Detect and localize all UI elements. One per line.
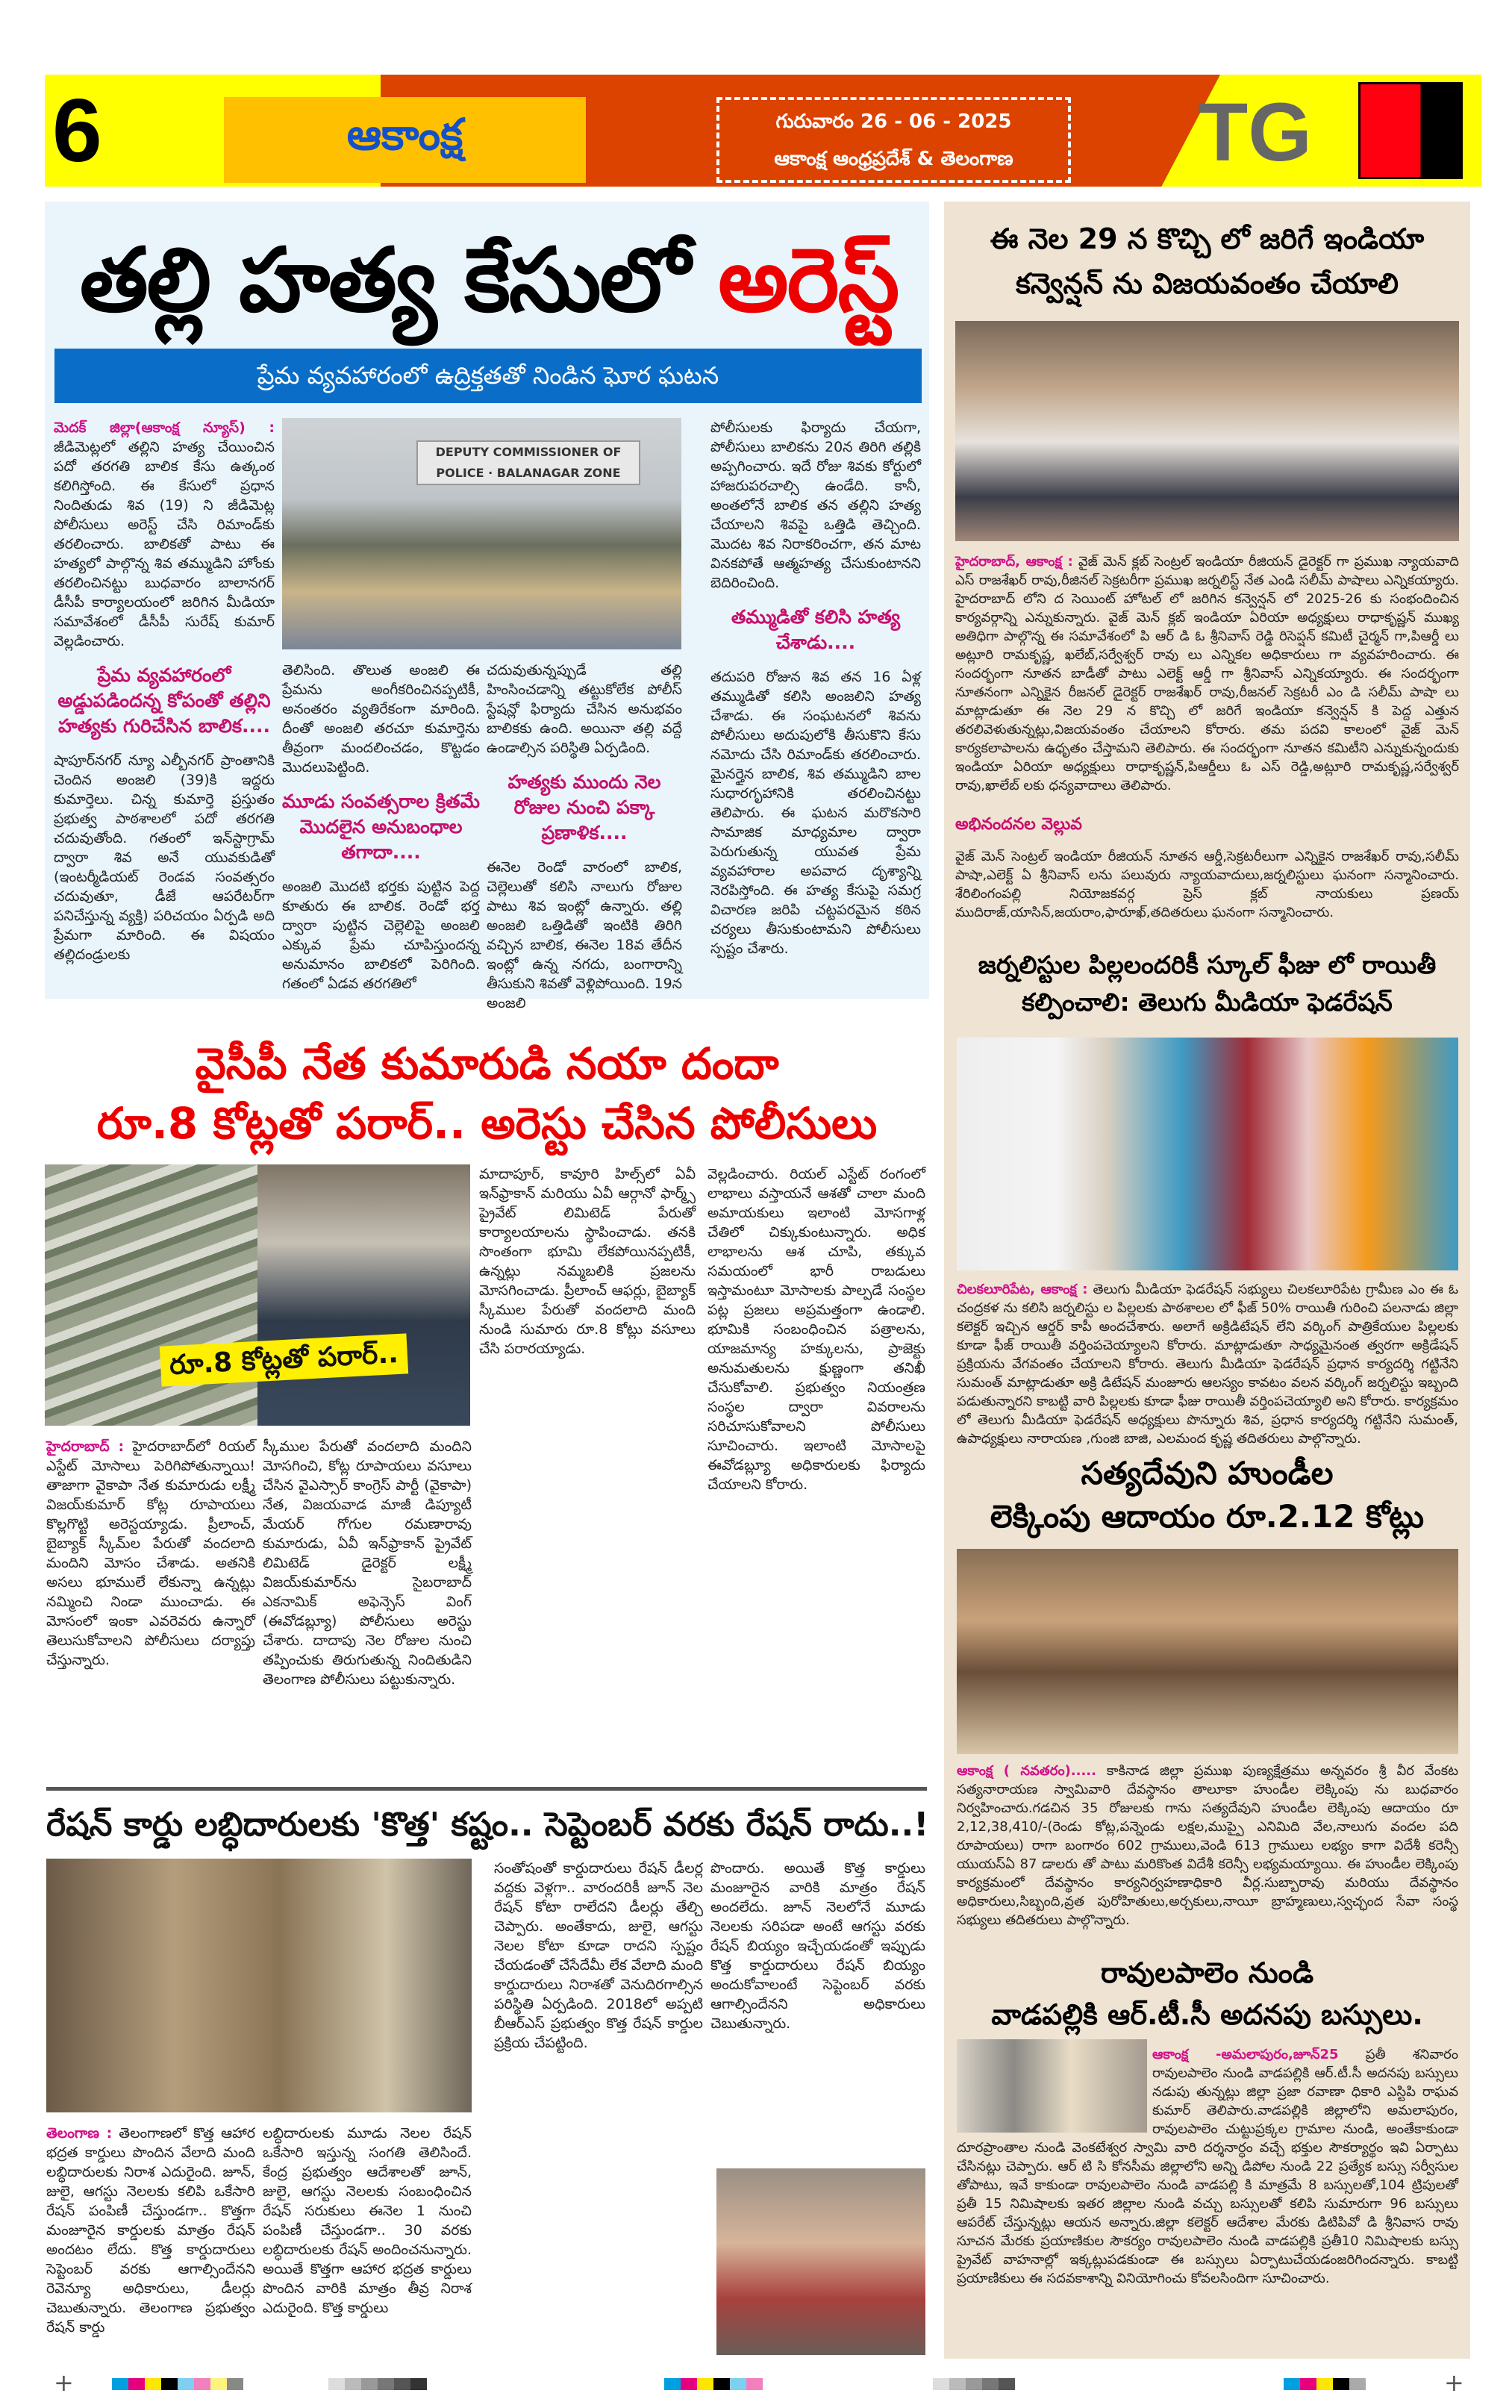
color-bar [1284, 2378, 1366, 2390]
right4-body [957, 2045, 1458, 2351]
headline-line: వాడపల్లికి ఆర్.టీ.సీ అదనపు బస్సులు. [991, 1998, 1423, 2031]
paragraph: ఈనెల రెండో వారంలో బాలిక, చెల్లెలుతో కలిసి నాలుగు రోజుల పాటు శివ ఇంట్లో ఉన్నారు. తల్లి అంజలి ఒత్తిడితో ఇంటికి తిరిగి వచ్చిన బాలిక, ఈనెల 18వ తేదీన ఇంట్లో ఉన్న నగదు, బంగారాన్ని తీసుకుని శివతో వెళ్లిపోయింది. 19న అంజలి [487, 859, 682, 1011]
paragraph: లబ్ధిదారులకు మూడు నెలల రేషన్ ఒకేసారి ఇస్తున్న సంగతి తెలిసిందే. కేంద్ర ప్రభుత్వం ఆదేశాలతో జూన్, జులై, ఆగస్టు నెలలకు సంబంధించిన రేషన్ సరుకులు ఈనెల 1 నుంచి పంపిణీ చేస్తుండగా.. 30 వరకు లబ్ధిదారులకు రేషన్ అందించనున్నారు. అయితే కొత్తగా ఆహార భద్రత కార్డులు పొందిన వారికి మాత్రం తీవ్ర నిరాశ ఎదురైంది. కొత్త కార్డులు [263, 2125, 472, 2316]
paragraph: తెలుగు మీడియా ఫెడరేషన్ సభ్యులు చిలకలూరిపేట గ్రామీణ ఎం ఈ ఓ చంద్రకళ ను కలిసి జర్నలిస్టు ల పిల్లలకు పాఠశాలల లో ఫీజ్ 50% రాయితీ గురించి పలనాడు జిల్లా కలెక్టర్ ఇచ్చిన ఆర్డర్ కాపీ అందచేశారు. అలాగే అక్రిడిటేషన్ లేని వర్కింగ్ పాత్రికేయుల పిల్లలకు కూడా ఫీజ్ రాయితీ వర్తింపచెయ్యాలని కోరారు. మాట్లాడుతూ సాధ్యమైనంత త్వరగా అక్రిడేషన్ ప్రక్రియను వేగవంతం చేయాలని కోరారు. తెలుగు మీడియా ఫెడరేషన్ ప్రధాన కార్యదర్శి గట్టినేని సుమంత్ మాట్లాడుతూ అక్రి డిటేషన్ మంజూరు ఆలస్యం కావటం వలన వర్కింగ్ జర్నలిస్టు ఇబ్బంది పడుతున్నారని కాబట్టి వారి పిల్లలకు కూడా ఫీజు రాయితీ వర్తింపచెయ్యాలి అని కోరారు. కార్యక్రమం లో తెలుగు మీడియా ఫెడరేషన్ అధ్యక్షులు పొన్నూరు శివ, ప్రధాన కార్యదర్శి గట్టినేని సుమంత్, ఉపాధ్యక్షులు నారాయణ ,గుంజి బాజి, ఎలమంద కృష్ణ తదితరులు పాల్గొన్నారు. [957, 1282, 1458, 1447]
headline-line: లెక్కింపు ఆదాయం రూ.2.12 కోట్లు [990, 1498, 1425, 1535]
story1-column-4 [710, 418, 921, 993]
gray-bar [328, 2378, 427, 2390]
headline-line: వైసీపీ నేత కుమారుడి నయా దందా [195, 1038, 779, 1089]
paragraph: కాకినాడ జిల్లా ప్రముఖ పుణ్యక్షేత్రము అన్నవరం శ్రీ వీర వేంకట సత్యనారాయణ స్వామివారి దేవస్థానం తాలూకా హుండీల లెక్కింపు ను బుధవారం నిర్వహించారు.గడచిన 35 రోజులకు గాను సత్యదేవుని హుండీల లెక్కింపు ఆదాయం రూ 2,12,38,410/-(రెండు కోట్ల,పన్నెండు లక్షల,ముప్పై ఎనిమిది వేల,నాలుగు వందల పది రూపాయలు) రాగా బంగారం 602 గ్రాములు,వెండి 613 గ్రాములు లభ్యం కాగా విదేశీ కరెన్సీ యుయస్ఏ 87 డాలరు తో పాటు మరికొంత విదేశీ కరెన్సీ లభ్యమయ్యాయి. ఈ హుండీల లెక్కింపు కార్యక్రమంలో దేవస్థానం కార్యనిర్వహణాధికారి వీర్ల.సుబ్బారావు మరియు దేవస్థానం అధికారులు,సిబ్బంది,వ్రత పురోహితులు,అర్చకులు,నాయీ బ్రాహ్మణులు,స్వచ్ఛంద సేవా సంస్థ సభ్యులు తదితరులు పాల్గొన్నారు. [957, 1763, 1458, 1928]
dateline: హైదరాబాద్ : [46, 1438, 125, 1455]
convention-group-photo [955, 321, 1459, 541]
color-bar [112, 2378, 243, 2390]
headline-black: తల్లి హత్య కేసులో [79, 228, 719, 331]
paragraph: తెలంగాణలో కొత్త ఆహార భద్రత కార్డులు పొందిన వేలాది మంది లబ్ధిదారులకు నిరాశ ఎదురైంది. జూన్, జులై, ఆగస్టు నెలలకు కలిపి ఒకేసారి రేషన్ పంపిణీ చేస్తుండగా.. కొత్తగా మంజూరైన కార్డులకు మాత్రం రేషన్ అందటం లేదు. కొత్త కార్డుదారులు సెప్టెంబర్ వరకు ఆగాల్సిందేనని రెవెన్యూ అధికారులు, డీలర్లు చెబుతున్నారు. తెలంగాణ ప్రభుత్వం రేషన్ కార్డు [46, 2125, 256, 2336]
story2-column-1 [46, 1437, 255, 1777]
dateline: మెదక్ జిల్లా(ఆకాంక్ష న్యూస్) : [54, 419, 275, 436]
story3-column-2 [263, 2124, 472, 2355]
right4-headline [952, 1952, 1463, 2036]
main-subtitle: ప్రేమ వ్యవహారంలో ఉద్రిక్తతతో నిండిన ఘోర ఘటన [54, 349, 922, 403]
paragraph: చదువుతున్నప్పుడే తల్లి హింసించడాన్ని తట్టుకోలేక పోలీస్ స్టేషన్లో ఫిర్యాదు చేసిన అనుభవం బాలికకు ఉంది. అయినా తల్లి వద్దే ఉండాల్సిన పరిస్థితి ఏర్పడింది. [487, 662, 682, 756]
story1-column-3 [487, 661, 682, 1011]
right1-headline: ఈ నెల 29 న కొచ్చి లో జరిగే ఇండియా కన్వెన్షన్ ను విజయవంతం చేయాలి [990, 222, 1425, 300]
headline-red: అరెస్ట్ [718, 228, 899, 331]
subheading: అభినందనల వెల్లువ [955, 815, 1082, 834]
paragraph: మాదాపూర్, కావూరి హిల్స్‌లో ఏవీ ఇన్‌ఫ్రాకాన్ మరియు ఏవీ ఆర్గానో ఫార్మ్స్ ప్రైవేట్ లిమిటెడ్ పేరుతో కార్యాలయాలను స్థాపించాడు. తనకి సొంతంగా భూమి లేకపోయినప్పటికీ, ఉన్నట్లు నమ్మబలికి ప్రజలను మోసగించాడు. ప్రీలాంచ్ ఆఫర్లు, బైబ్యాక్ స్కీముల పేరుతో వందలాది మంది నుండి సుమారు రూ.8 కోట్లు వసూలు చేసి పరారయ్యాడు. [479, 1166, 696, 1357]
media-federation-photo [957, 1038, 1458, 1270]
dateline: తెలంగాణ : [46, 2125, 113, 2142]
paragraph: స్కీముల పేరుతో వందలాది మందిని మోసగించి, కోట్ల రూపాయలు వసూలు చేసిన వైఎస్సార్ కాంగ్రెస్ పార్టీ (వైకాపా) నేత, విజయవాడ మాజీ డిప్యూటీ మేయర్ గోగుల రమణారావు కుమారుడు, ఏవీ ఇన్‌ఫ్రాకాన్ ప్రైవేట్ లిమిటెడ్ డైరెక్టర్ లక్ష్మీ విజయ్‌కుమార్‌ను సైబరాబాద్ ఎకనామిక్ అఫెన్సెస్ వింగ్ (ఈవోడబ్ల్యూ) పోలీసులు అరెస్టు చేశారు. దాదాపు నెల రోజుల నుంచి తప్పించుకు తిరుగుతున్న నిందితుడిని తెలంగాణ పోలీసులు పట్టుకున్నారు. [263, 1438, 472, 1688]
story3-headline: రేషన్ కార్డు లబ్ధిదారులకు 'కొత్త' కష్టం.. సెప్టెంబర్ వరకు రేషన్ రాదు..! [46, 1806, 929, 1844]
color-flag [1358, 82, 1463, 179]
gray-bar [933, 2378, 1015, 2390]
subheading: ప్రేమ వ్యవహారంలో అడ్డుపడిందన్న కోపంతో తల్లిని హత్యకు గురిచేసిన బాలిక.... [57, 664, 271, 737]
ration-queue-photo [716, 2168, 925, 2355]
color-bar [664, 2378, 763, 2390]
story2-headline [45, 1034, 929, 1153]
right1-body [955, 552, 1459, 791]
paragraph: అంజలి మొదటి భర్తకు పుట్టిన పెద్ద కూతురు ఈ బాలిక. రెండో భర్త ద్వారా పుట్టిన చెల్లెలిపై అంజలి ఎక్కువ ప్రేమ చూపిస్తుందన్న అనుమానం బాలికలో పెరిగింది. గతంలో ఏడవ తరగతిలో [282, 879, 480, 992]
story1-column-1 [54, 418, 275, 993]
issue-date: గురువారం 26 - 06 - 2025 [775, 110, 1012, 133]
subheading: హత్యకు ముందు నెల రోజుల నుంచి పక్కా ప్రణాళిక.... [507, 771, 661, 843]
paragraph: వెల్లడించారు. రియల్ ఎస్టేట్ రంగంలో లాభాలు వస్తాయనే ఆశతో చాలా మంది అమాయకులు ఇలాంటి మోసగాళ్ల చేతిలో చిక్కుకుంటున్నారు. అధిక లాభాలను ఆశ చూపి, తక్కువ సమయంలో భారీ రాబడులు ఇస్తామంటూ మోసాలకు పాల్పడే సంస్థల పట్ల ప్రజలు అప్రమత్తంగా ఉండాలి. భూమికి సంబంధించిన పత్రాలను, యాజమాన్య హక్కులను, ప్రాజెక్టు అనుమతులను క్షుణ్ణంగా తనిఖీ చేసుకోవాలి. ప్రభుత్వం నియంత్రణ సంస్థల ద్వారా వివరాలను సరిచూసుకోవాలని పోలీసులు సూచించారు. ఇలాంటి మోసాలపై ఈవోడబ్ల్యూ అధికారులకు ఫిర్యాదు చేయాలని కోరారు. [707, 1166, 925, 1493]
main-headline [52, 213, 925, 347]
dateline: చిలకలూరిపేట, ఆకాంక్ష : [957, 1282, 1088, 1297]
registration-mark: + [54, 2368, 74, 2397]
photo-float-spacer [957, 2045, 1152, 2139]
date-edition-box [716, 97, 1071, 183]
paragraph: హైదరాబాద్‌లో రియల్ ఎస్టేట్ మోసాలు పెరిగిపోతున్నాయి! తాజాగా వైకాపా నేత కుమారుడు లక్ష్మీ విజయ్‌కుమార్ కోట్ల రూపాయలు కొల్లగొట్టి అరెస్టయ్యాడు. ప్రీలాంచ్, బైబ్యాక్ స్కీమ్‌ల పేరుతో వందలాది మందిని మోసం చేశాడు. అతనికి అసలు భూములే లేకున్నా ఉన్నట్లు నమ్మించి నిండా ముంచాడు. ఈ మోసంలో ఇంకా ఎవరెవరు ఉన్నారో తెలుసుకోవాలని పోలీసులు దర్యాప్తు చేస్తున్నారు. [46, 1438, 256, 1668]
paragraph: జీడిమెట్లలో తల్లిని హత్య చేయించిన పదో తరగతి బాలిక కేసు ఉత్కంఠ కలిగిస్తోంది. ఈ కేసులో ప్రధాన నిందితుడు శివ (19) ని జీడిమెట్ల పోలీసులు అరెస్ట్ చేసి రిమాండ్‌కు తరలించారు. బాలికతో పాటు ఈ హత్యలో పాల్గొన్న శివ తమ్ముడిని హోంకు తరలించినట్టు బుధవారం బాలానగర్ డీసీపీ కార్యాలయంలో జరిగిన మీడియా సమావేశంలో డీసీపీ సురేష్ కుమార్ వెల్లడించారు. [54, 439, 275, 649]
right1-body-2: వైజ్ మెన్ సెంట్రల్ ఇండియా రీజియన్ నూతన ఆర్డీ,సెక్రటరీలుగా ఎన్నికైన రాజశేఖర్ రావు,సలీమ్ పాషా,ఎలెక్ట్ ఏ శ్రీనివాస్ లను పలువురు న్యాయవాదులు,జర్నలిస్టులు ఘనంగా సన్మానించారు. శేరిలింగంపల్లి నియోజకవర్గ ప్రెస్ క్లబ్ నాయకులు ప్రణయ్ ముదిరాజ్,యాసిన్,జయరాం,ఫారూఖ్,తదితరులు ఘనంగా సన్మానించారు. [955, 849, 1459, 920]
story3-column-3 [494, 1859, 703, 2157]
accused-photo [257, 1164, 470, 1426]
headline-line: రావులపాలెం నుండి [1100, 1956, 1314, 1989]
story3-column-4 [710, 1859, 925, 2157]
story2-column-4 [707, 1164, 925, 1777]
logo-text: ఆకాంక్ష [346, 109, 463, 160]
edition-name: ఆకాంక్ష ఆంధ్రప్రదేశ్ & తెలంగాణ [774, 148, 1013, 170]
photo-banner: DEPUTY COMMISSIONER OF POLICE · BALANAGAR ZONE [416, 440, 640, 485]
right3-body [957, 1762, 1458, 1952]
headline-line: రూ.8 కోట్లతో పరార్.. అరెస్టు చేసిన పోలీసులు [96, 1098, 878, 1149]
subheading: మూడు సంవత్సరాల క్రితమే మొదలైన అనుబంధాల తగాదా.... [282, 790, 480, 863]
page-number: 6 [52, 81, 102, 181]
paragraph: పోలీసులకు ఫిర్యాదు చేయగా, పోలీసులు బాలికను 20న తిరిగి తల్లికి అప్పగించారు. ఇదే రోజు శివకు కోర్టులో హాజరుపరచాల్సి ఉండేది. కానీ, అంతలోనే బాలిక తన తల్లిని హత్య చేయాలని శివపై ఒత్తిడి తెచ్చింది. మొదట శివ నిరాకరించగా, తన మాట వినకపోతే ఆత్మహత్య చేసుకుంటానని బెదిరించింది. [710, 419, 921, 591]
registration-mark: + [1444, 2368, 1464, 2397]
subheading: తమ్ముడితో కలిసి హత్య చేశాడు.... [731, 606, 901, 653]
police-press-meet-photo [282, 418, 681, 649]
paragraph: వైజ్ మెన్ క్లబ్ సెంట్రల్ ఇండియా రీజియన్ డైరెక్టర్ గా ప్రముఖ న్యాయవాది ఎస్ రాజశేఖర్ రావు,రీజినల్ సెక్రటరీగా ప్రముఖ జర్నలిస్ట్ నేత ఎండి సలీమ్ పాషాలు ఎన్నికయ్యారు. హైదరాబాద్ లోని ద సెయింట్ హోటల్ లో జరిగిన కన్వెన్షన్ లో 2025-26 కు సంభందించిన కార్యవర్గాన్ని ఎన్నుకున్నారు. వైజ్ మెన్ క్లబ్ ఇండియా ఏరియా అధ్యక్షులు రాధాకృష్ణన్ ముఖ్య అతిధిగా పాల్గొన్న ఈ సమావేశంలో పి ఆర్ డి ఓ శ్రీనివాస్ రెడ్డి రిసెప్షన్ కమిటీ చైర్మన్ గా,పిఆర్డీ లు అట్లూరి రామకృష్ణ, ఖలేబ్,సర్వేశ్వర్ రావు లు ఎన్నికల అధికారులు గా వ్యవహరించారు. ఈ సందర్భంగా నూతన బాడీతో పాటు ఎలెక్ట్ ఆర్డీ గా శ్రీనివాస్ ఎన్నికయ్యారు. ఈ సందర్భంగా నూతనంగా ఎన్నికైన రీజనల్ డైరెక్టర్ రాజశేఖర్ రావు,రీజనల్ సెక్రటరీ ఎం డి సలీమ్ పాషా లు మాట్లాడుతూ ఈ నెల 29 న కొచ్చి లో జరిగే ఇండియా కన్వెన్షన్ కి పెద్ద ఎత్తున తరలివెళుతున్నట్లు,విజయవంతం చేయాలని కోరారు. తమ పదవి కాలంలో వైజ్ మెన్ కార్యకలాపాలను ఉధృతం చేస్తామని తెలిపారు. ఈ సందర్భంగా నూతన కమిటీని ఎన్నుకున్నందుకు ఇండియా ఏరియా అధ్యక్షులు రాధాకృష్ణన్,పిఆర్డీలు ఓ ఎస్ రెడ్డి,అట్లూరి రామకృష్ణ,సర్వేశ్వర్ రావు,ఖాలేబ్ లకు ధన్యవాదాలు తెలిపారు. [955, 554, 1459, 793]
paragraph: తదుపరి రోజున శివ తన 16 ఏళ్ల తమ్ముడితో కలిసి అంజలిని హత్య చేశాడు. ఈ సంఘటనలో శివను పోలీసులు అదుపులోకి తీసుకొని కేసు నమోదు చేసి రిమాండ్‌కు తరలించారు. మైనర్తైన బాలిక, శివ తమ్ముడిని బాల సుధారగృహానికి తరలించినట్టు తెలిపారు. ఈ ఘటన మరొకసారి సామాజిక మాధ్యమాల ద్వారా పెరుగుతున్న యువత ప్రేమ వ్యవహారాల అపవాద దృశ్యాన్ని నెరపిస్తోంది. ఈ హత్య కేసుపై సమగ్ర విచారణ జరిపి చట్టపరమైన కఠిన చర్యలు తీసుకుంటామని పోలీసులు స్పష్టం చేశారు. [710, 669, 921, 957]
dateline: ఆకాంక్ష -అమలాపురం,జూన్25 [1152, 2047, 1339, 2062]
paragraph: తెలిసింది. తొలుత అంజలి ఈ ప్రేమను అంగీకరించినప్పటికీ, అనంతరం వ్యతిరేకంగా మారింది. దీంతో అంజలి తరచూ కుమార్తెను తీవ్రంగా మందలించడం, కొట్టడం మొదలుపెట్టింది. [282, 662, 480, 776]
cash-bundles-photo [45, 1164, 257, 1426]
region-code: TG [1198, 87, 1312, 178]
paragraph: షాపూర్‌నగర్ న్యూ ఎల్బీనగర్ ప్రాంతానికి చెందిన అంజలి (39)కి ఇద్దరు కుమార్తెలు. చిన్న కుమార్తె ప్రస్తుతం ప్రభుత్వ పాఠశాలలో పదో తరగతి చదువుతోంది. గతంలో ఇన్‌స్టాగ్రామ్ ద్వారా శివ అనే యువకుడితో (ఇంటర్మీడియట్ రెండవ సంవత్సరం చదువుతూ, డీజే ఆపరేటర్‌గా పనిచేస్తున్న వ్యక్తి) పరిచయం ఏర్పడి అది ప్రేమగా మారింది. ఈ విషయం తల్లిదండ్రులకు [54, 752, 275, 963]
right2-body [957, 1280, 1458, 1448]
ration-shop-photo [46, 1859, 472, 2112]
photo-overlay-text: రూ.8 కోట్లతో పరార్.. [160, 1333, 408, 1386]
paragraph: పొందారు. అయితే కొత్త కార్డులు మంజూరైన వారికి మాత్రం రేషన్ అందలేదు. జూన్ నెలలోనే మూడు నెలలకు సరిపడా అంటే ఆగస్టు వరకు రేషన్ బియ్యం ఇచ్చేయడంతో ఇప్పుడు కొత్త కార్డుదారులు రేషన్ బియ్యం అందుకోవాలంటే సెప్టెంబర్ వరకు ఆగాల్సిందేనని అధికారులు చెబుతున్నారు. [710, 1860, 925, 2032]
story1-column-2 [282, 661, 480, 993]
right2-headline: జర్నలిస్టుల పిల్లలందరికీ స్కూల్ ఫీజు లో రాయితీ కల్పించాలి: తెలుగు మీడియా ఫెడరేషన్ [978, 950, 1437, 1017]
story3-column-1 [46, 2124, 255, 2355]
section-divider [46, 1787, 927, 1791]
dateline: హైదరాబాద్, ఆకాంక్ష : [955, 554, 1073, 570]
paragraph: ప్రతీ శనివారం రావులపాలెం నుండి వాడపల్లికి ఆర్.టీ.సీ అదనపు బస్సులు నడుపు తున్నట్లు జిల్లా ప్రజా రవాణా ధికారి ఎస్టిపి రాఘవ కుమార్ తెలిపారు.వాడపల్లికి జిల్లాలోని అమలాపురం, రావులపాలెం చుట్టుప్రక్కల గ్రామాల నుండి, అంతేకాకుండా దూరప్రాంతాల నుండి వెంకటేశ్వర స్వామి వారి దర్శనార్ధం వచ్చే భక్తుల సౌకర్యార్థం ఇవి ఏర్పాటు చేసినట్లు చెప్పారు. ఆర్ టి సి కోనసీమ జిల్లాలోని అన్ని డిపోల నుండి 22 ప్రత్యేక బస్సు సర్వీసుల తోపాటు, ఇవే కాకుండా రావులపాలెం నుండి వాడపల్లి కి మాత్రమే 8 బస్సులతో,104 ట్రిపులతో ప్రతీ 15 నిమిషాలకు ఇతర జిల్లాల నుండి వచ్చు బస్సులతో కలిపి సుమారుగా 96 బస్సులు ఆపరేట్ చేస్తున్నట్లు ఆయన అన్నారు.జిల్లా కలెక్టర్ ఆదేశాల మేరకు డిటిపివో డి శ్రీనివాస రావు సూచన మేరకు ప్రయాణికుల సౌకర్యం రావులపాలెం నుండి వాడపల్లికి ప్రతీ10 నిమిషాలకు బస్సు ప్రైవేట్ వాహనాల్లో ఇక్కట్లుపడకుండా ఈ బస్సులు ఏర్పాటుచేయడంజరిగిందన్నారు. కాబట్టి ప్రయాణికులు ఈ సదవకాశాన్ని వినియోగించు కోవలసిందిగా సూచించారు. [957, 2047, 1458, 2286]
story2-column-2 [263, 1437, 472, 1777]
hundi-counting-photo [957, 1549, 1458, 1754]
paragraph: సంతోషంతో కార్డుదారులు రేషన్ డీలర్ల వద్దకు వెళ్లగా.. వారందరికీ జూన్ నెల రేషన్ కోటా రాలేదని డీలర్లు తేల్చి చెప్పారు. అంతేకాదు, జులై, ఆగస్టు నెలల కోటా కూడా రాదని స్పష్టం చేయడంతో చేసేదేమీ లేక వేలాది మంది కార్డుదారులు నిరాశతో వెనుదిరగాల్సిన పరిస్థితి ఏర్పడింది. 2018లో అప్పటి బీఆర్ఎస్ ప్రభుత్వం కొత్త రేషన్ కార్డుల ప్రక్రియ చేపట్టింది. [494, 1860, 703, 2051]
right3-headline [952, 1452, 1463, 1538]
dateline: ఆకాంక్ష ( నవతరం)..... [957, 1763, 1096, 1779]
story2-column-3 [479, 1164, 696, 1777]
newspaper-logo [224, 97, 586, 183]
headline-line: సత్యదేవుని హుండీల [1081, 1455, 1334, 1491]
